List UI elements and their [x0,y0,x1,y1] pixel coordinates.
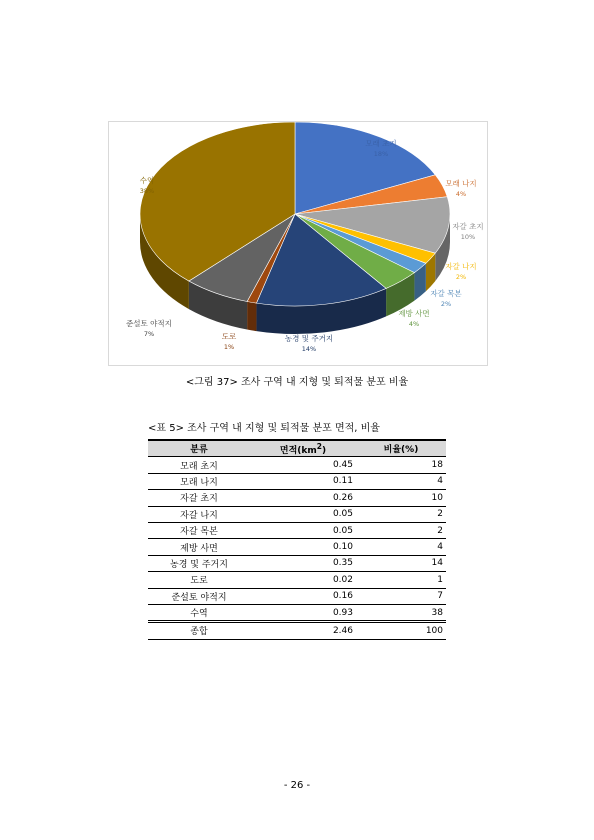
area-cell: 0.93 [250,604,356,621]
header-ratio: 비율(%) [356,440,446,457]
pie-chart-figure [108,121,488,366]
ratio-cell: 7 [356,588,446,604]
pie-label-name: 자갈 나지 [445,262,477,271]
pie-label [406,289,486,309]
pie-label-percent: 18% [373,150,389,158]
category-cell: 수역 [148,604,250,621]
pie-label-percent: 14% [301,345,317,353]
pie-label [189,332,269,352]
table-row [148,604,446,621]
header-area-sup: 2 [316,441,322,451]
category-cell: 모래 초지 [148,457,250,473]
area-cell: 0.05 [250,522,356,538]
category-cell: 준설토 야적지 [148,588,250,604]
pie-label [341,139,421,159]
pie-label-name: 모래 나지 [445,179,477,188]
table-body [148,457,446,639]
area-cell: 0.16 [250,588,356,604]
area-cell: 0.45 [250,457,356,473]
pie-label [107,176,187,196]
pie-label-percent: 1% [223,343,235,351]
pie-label-name: 도로 [221,332,237,341]
table-row [148,473,446,489]
area-cell: 0.10 [250,539,356,555]
area-cell: 0.05 [250,506,356,522]
area-cell: 0.35 [250,555,356,571]
pie-label-percent: 4% [408,320,420,328]
table-row [148,522,446,538]
table-row [148,490,446,506]
header-area-text: 면적(km [279,445,317,456]
category-cell: 종합 [148,622,250,639]
pie-label [421,262,501,282]
pie-label-percent: 2% [455,273,467,281]
pie-label-percent: 38% [139,187,155,195]
area-cell: 0.26 [250,490,356,506]
header-area [250,440,356,457]
ratio-cell: 14 [356,555,446,571]
area-cell: 0.02 [250,572,356,588]
category-cell: 자갈 초지 [148,490,250,506]
table-row [148,572,446,588]
table-row [148,506,446,522]
pie-label-name: 수역 [139,176,155,185]
area-cell: 2.46 [250,622,356,639]
table-header-row [148,440,446,457]
pie-slice-side [247,301,256,331]
pie-label [374,309,454,329]
ratio-cell: 10 [356,490,446,506]
pie-label-percent: 2% [440,300,452,308]
category-cell: 자갈 나지 [148,506,250,522]
ratio-cell: 38 [356,604,446,621]
ratio-cell: 100 [356,622,446,639]
pie-label [109,319,189,339]
pie-label-name: 농경 및 주거지 [284,334,334,343]
pie-label-name: 준설토 야적지 [126,319,172,328]
table-row [148,555,446,571]
distribution-table [148,439,446,640]
pie-label-name: 자갈 초지 [452,222,484,231]
pie-label-percent: 7% [143,330,155,338]
pie-label-name: 제방 사면 [398,309,430,318]
table-total-row [148,622,446,639]
table-row [148,457,446,473]
figure-caption: <그림 37> 조사 구역 내 지형 및 퇴적물 분포 비율 [185,377,409,388]
pie-label-percent: 4% [455,190,467,198]
pie-label [269,334,349,354]
ratio-cell: 2 [356,506,446,522]
ratio-cell: 4 [356,539,446,555]
ratio-cell: 2 [356,522,446,538]
pie-label [421,179,501,199]
table-title: <표 5> 조사 구역 내 지형 및 퇴적물 분포 면적, 비율 [148,423,380,434]
pie-label-name: 자갈 목본 [430,289,462,298]
ratio-cell: 4 [356,473,446,489]
category-cell: 도로 [148,572,250,588]
pie-label-percent: 10% [460,233,476,241]
table-row [148,588,446,604]
category-cell: 제방 사면 [148,539,250,555]
ratio-cell: 18 [356,457,446,473]
ratio-cell: 1 [356,572,446,588]
table-row [148,539,446,555]
category-cell: 농경 및 주거지 [148,555,250,571]
pie-label [428,222,508,242]
area-cell: 0.11 [250,473,356,489]
header-category: 분류 [148,440,250,457]
page-number: - 26 - [283,780,311,791]
header-area-close: ) [321,445,327,456]
category-cell: 모래 나지 [148,473,250,489]
category-cell: 자갈 목본 [148,522,250,538]
pie-label-name: 모래 초지 [365,139,397,148]
